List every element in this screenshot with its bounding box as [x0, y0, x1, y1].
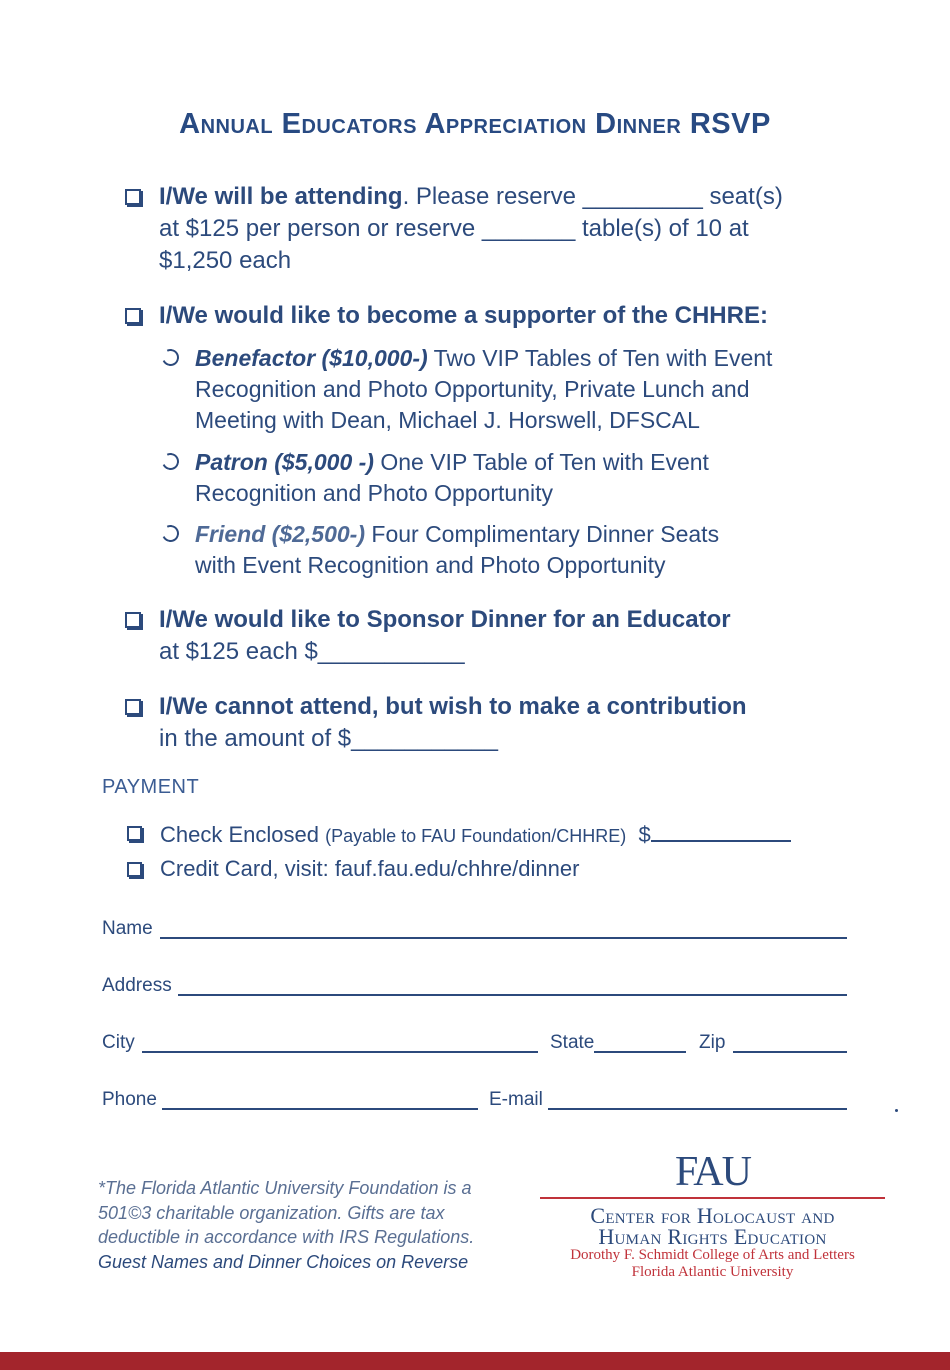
email-label: E-mail [489, 1089, 543, 1110]
checkbox-icon[interactable] [125, 612, 141, 628]
radio-icon[interactable] [160, 523, 182, 545]
attending-option[interactable] [125, 181, 783, 277]
address-field[interactable] [178, 994, 847, 996]
benefactor-desc-2: Recognition and Photo Opportunity, Private Lunch and [195, 376, 750, 402]
contribution-amount-text: in the amount of $___________ [159, 725, 498, 752]
tax-note-text: *The Florida Atlantic University Foundation is a 501©3 charitable organization. Gifts are tax deductible in accordance with IRS Regulations. [98, 1178, 475, 1247]
state-label: State [550, 1032, 595, 1053]
benefactor-desc-1: Two VIP Tables of Ten with Event [427, 345, 773, 371]
reverse-note: Guest Names and Dinner Choices on Reverse [98, 1251, 469, 1272]
phone-label: Phone [102, 1089, 157, 1110]
fau-logo-mark: FAU [675, 1149, 750, 1195]
sponsor-option[interactable] [125, 604, 731, 668]
checkbox-icon[interactable] [127, 862, 142, 877]
patron-desc-1: One VIP Table of Ten with Event [373, 449, 709, 475]
patron-level[interactable] [162, 447, 709, 509]
name-label: Name [102, 918, 153, 939]
address-label: Address [102, 975, 172, 996]
chhre-logo [540, 1150, 885, 1281]
logo-divider [540, 1197, 885, 1199]
checkbox-icon[interactable] [125, 189, 141, 205]
check-amount-sign: $ [638, 822, 651, 847]
tax-note [98, 1176, 518, 1274]
supporter-option[interactable] [125, 300, 768, 332]
benefactor-name: Benefactor ($10,000-) [195, 345, 428, 371]
sponsor-label: I/We would like to Sponsor Dinner for an Educator [159, 606, 731, 633]
radio-icon[interactable] [160, 451, 182, 473]
college-name: Dorothy F. Schmidt College of Arts and Letters [570, 1247, 855, 1263]
city-label: City [102, 1032, 135, 1053]
state-field[interactable] [594, 1051, 686, 1053]
contribution-option[interactable] [125, 691, 747, 755]
bottom-color-bar [0, 1352, 950, 1370]
name-field[interactable] [160, 937, 847, 939]
credit-card-option[interactable] [127, 856, 579, 882]
benefactor-desc-3: Meeting with Dean, Michael J. Horswell, DFSCAL [195, 407, 700, 433]
city-field[interactable] [142, 1051, 538, 1053]
radio-icon[interactable] [160, 347, 182, 369]
friend-name: Friend ($2,500-) [195, 521, 365, 547]
friend-desc-2: with Event Recognition and Photo Opportunity [195, 552, 666, 578]
attending-seats-text: . Please reserve _________ seat(s) [402, 183, 783, 210]
attending-price-text: at $125 per person or reserve _______ table(s) of 10 at [159, 215, 749, 242]
center-name-line2: Human Rights Education [598, 1224, 827, 1249]
attending-label: I/We will be attending [159, 183, 403, 210]
sponsor-amount-text: at $125 each $___________ [159, 638, 465, 665]
checkbox-icon[interactable] [125, 699, 141, 715]
contribution-label: I/We cannot attend, but wish to make a contribution [159, 693, 747, 720]
patron-name: Patron ($5,000 -) [195, 449, 374, 475]
supporter-label: I/We would like to become a supporter of the CHHRE: [159, 302, 768, 329]
email-field[interactable] [548, 1108, 847, 1110]
checkbox-icon[interactable] [125, 308, 141, 324]
checkbox-icon[interactable] [127, 826, 142, 841]
check-amount-line[interactable] [651, 820, 791, 842]
zip-field[interactable] [733, 1051, 847, 1053]
attending-table-price: $1,250 each [159, 247, 292, 274]
benefactor-level[interactable] [162, 343, 772, 436]
zip-label: Zip [699, 1032, 726, 1053]
page-title: Annual Educators Appreciation Dinner RSVP [179, 108, 771, 140]
credit-card-label: Credit Card, visit: fauf.fau.edu/chhre/dinner [160, 856, 580, 881]
friend-level[interactable] [162, 519, 719, 581]
check-option[interactable] [127, 820, 791, 848]
phone-field[interactable] [162, 1108, 478, 1110]
check-payable-note: (Payable to FAU Foundation/CHHRE) [325, 826, 627, 846]
check-label: Check Enclosed [160, 822, 319, 847]
patron-desc-2: Recognition and Photo Opportunity [195, 480, 554, 506]
center-name-line1: Center for Holocaust and [590, 1203, 835, 1228]
stray-dot [895, 1109, 898, 1112]
university-name: Florida Atlantic University [631, 1264, 794, 1280]
friend-desc-1: Four Complimentary Dinner Seats [365, 521, 720, 547]
payment-heading: PAYMENT [102, 776, 200, 798]
